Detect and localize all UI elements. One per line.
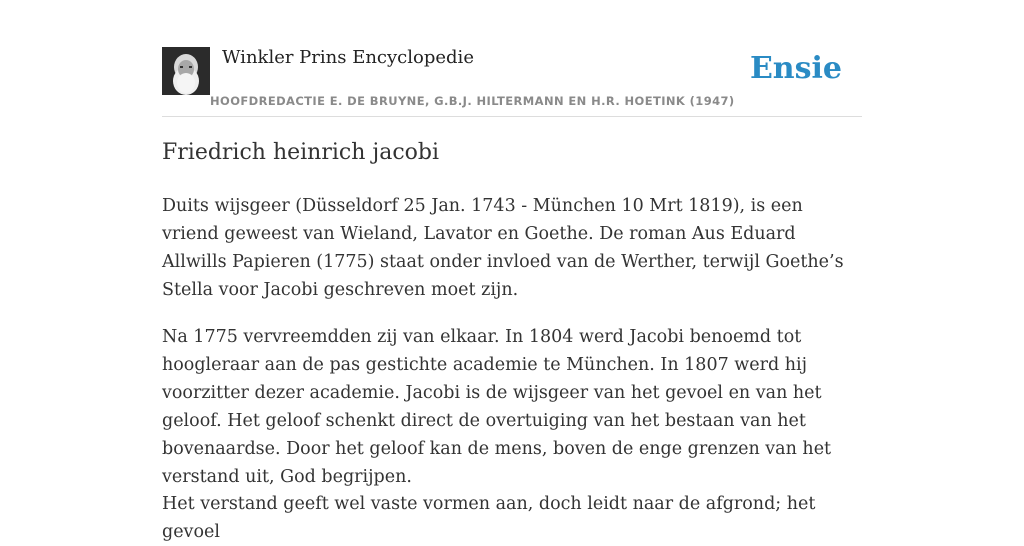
source-editors: HOOFDREDACTIE E. DE BRUYNE, G.B.J. HILTERMANN EN H.R. HOETINK (1947) [210, 94, 735, 108]
article-paragraph: Duits wijsgeer (Düsseldorf 25 Jan. 1743 - München 10 Mrt 1819), is een vriend geweest van Wieland, Lavator en Goethe. De roman Aus Eduard Allwills Papieren (1775) staat onder invloed van de Werther, terwijl Goethe’s Stella voor Jacobi geschreven moet zijn. [162, 196, 844, 300]
ensie-logo[interactable]: Ensie [749, 51, 842, 86]
source-header [162, 46, 862, 117]
portrait-image [162, 47, 210, 95]
source-title[interactable]: Winkler Prins Encyclopedie [222, 47, 474, 68]
article-title: Friedrich heinrich jacobi [162, 140, 440, 165]
article-paragraph: Na 1775 vervreemdden zij van elkaar. In 1804 werd Jacobi benoemd tot hoogleraar aan de pas gestichte academie te München. In 1807 werd hij voorzitter dezer academie. Jacobi is de wijsgeer van het gevoel en van het geloof. Het geloof schenkt direct de overtuiging van het bestaan van het bovenaardse. Door het geloof kan de mens, boven de enge grenzen van het verstand uit, God begrijpen. [162, 327, 832, 487]
article-paragraph: Het verstand geeft wel vaste vormen aan, doch leidt naar de afgrond; het gevoel [162, 494, 816, 542]
author-avatar [162, 47, 210, 95]
